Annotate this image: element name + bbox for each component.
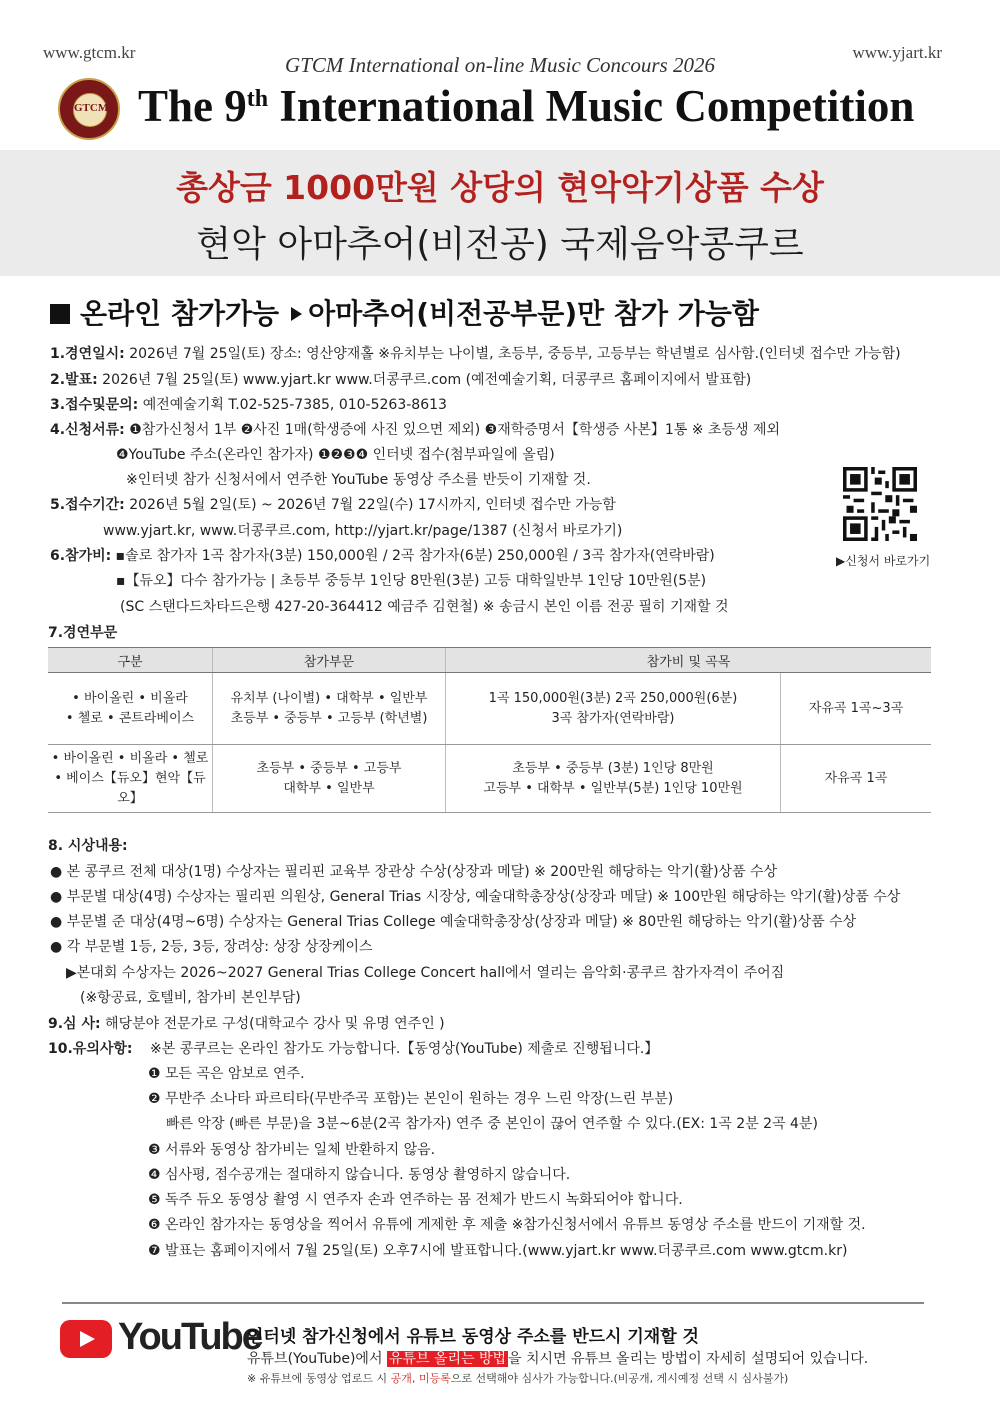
youtube-body-pre: 유튜브(YouTube)에서 (247, 1351, 387, 1367)
note-item: ❼ 발표는 홈페이지에서 7월 25일(토) 오후7시에 발표합니다.(www.yjart.kr www.더콩쿠르.com www.gtcm.kr) (148, 1243, 848, 1259)
competition-category-table (48, 647, 931, 813)
note-item: ❷ 무반주 소나타 파르티타(무반주곡 포함)는 본인이 원하는 경우 느린 악장(느린 부분) (148, 1091, 674, 1107)
info-text-1: 2026년 7월 25일(토) 장소: 영산양재홀 ※유치부는 나이별, 초등부, 중등부, 고등부는 학년별로 심사함.(인터넷 접수만 가능함) (124, 346, 901, 362)
note-item: ❻ 온라인 참가자는 동영상을 찍어서 유튜에 게제한 후 제출 ※참가신청서에서 유튜브 동영상 주소를 반드이 기재할 것. (148, 1217, 866, 1233)
section-heading (50, 292, 759, 332)
youtube-body-post: 을 치시면 유튜브 올리는 방법이 자세히 설명되어 있습니다. (508, 1351, 869, 1367)
info-line-6b: ▪【듀오】다수 참가가능 | 초등부 중등부 1인당 8만원(3분) 고등 대학일반부 1인당 10만원(5분) (116, 573, 707, 589)
info-line-2 (50, 369, 751, 389)
info-line-1 (50, 343, 901, 363)
note-item: 빠른 악장 (빠른 부문)을 3분~6분(2곡 참가자) 연주 중 본인이 끊어 연주할 수 있다.(EX: 1곡 2분 2곡 4분) (166, 1116, 818, 1132)
cell-line: 대학부 • 일반부 (283, 780, 375, 796)
seal-text: GTCM (74, 102, 109, 114)
table-cell (48, 745, 213, 813)
judges-text: 해당분야 전문가로 구성(대학교수 강사 및 유명 연주인 ) (100, 1016, 445, 1032)
award-item: ▶본대회 수상자는 2026~2027 General Trias College Concert hall에서 열리는 음악회·콩쿠르 참가자격이 주어짐 (66, 965, 785, 981)
award-item: ● 부문별 준 대상(4명~6명) 수상자는 General Trias College 예술대학총장상(상장과 메달) ※ 80만원 해당하는 악기(활)상품 수상 (50, 914, 857, 930)
cell-line: • 바이올린 • 비올라 (72, 690, 188, 706)
youtube-logo (60, 1316, 261, 1360)
note-item: ❹ 심사평, 점수공개는 절대하지 않습니다. 동영상 촬영하지 않습니다. (148, 1167, 571, 1183)
banner-prize-line: 총상금 1000만원 상당의 현악악기상품 수상 (176, 168, 824, 207)
section-heading-part2: 아마추어(비전공부문)만 참가 가능함 (308, 297, 759, 330)
info-line-4 (50, 419, 780, 439)
info-label-4: 4.신청서류: (50, 422, 125, 438)
table-cell: 자유곡 1곡~3곡 (781, 673, 932, 745)
youtube-note-pre: ※ 유튜브에 동영상 업로드 시 (247, 1372, 391, 1385)
info-label-7: 7.경연부문 (48, 625, 118, 641)
title-main: International Music Competition (279, 81, 915, 131)
title-sup: th (246, 86, 269, 112)
table-header-fee: 참가비 및 곡목 (446, 648, 932, 673)
table-cell (213, 673, 446, 745)
table-cell (446, 673, 781, 745)
table-cell: 자유곡 1곡 (781, 745, 932, 813)
table-cell (213, 745, 446, 813)
info-line-5b[interactable]: www.yjart.kr, www.더콩쿠르.com, http://yjart.kr/page/1387 (신청서 바로가기) (103, 523, 623, 539)
cell-line: 초등부 • 중등부 • 고등부 (256, 760, 402, 776)
cell-line: 유치부 (나이별) • 대학부 • 일반부 (230, 690, 428, 706)
qr-code-icon[interactable] (843, 467, 917, 541)
award-item: ● 각 부문별 1등, 2등, 3등, 장려상: 상장 상장케이스 (50, 939, 373, 955)
notes-label: 10.유의사항: (48, 1041, 133, 1057)
award-item: (※항공료, 호텔비, 참가비 본인부담) (80, 990, 301, 1006)
award-item: ● 부문별 대상(4명) 수상자는 필리핀 의원상, General Trias 시장상, 예술대학총장상(상장과 메달) ※ 100만원 해당하는 악기(활)상품 수상 (50, 889, 901, 905)
website-url-left[interactable]: www.gtcm.kr (43, 43, 136, 62)
info-line-6 (50, 545, 715, 565)
table-header-category: 구분 (48, 648, 213, 673)
square-bullet-icon (50, 304, 70, 324)
youtube-note-red: 공개, 미등록 (390, 1372, 451, 1385)
table-cell (48, 673, 213, 745)
youtube-headline: 인터넷 참가신청에서 유튜브 동영상 주소를 반드시 기재할 것 (247, 1327, 699, 1347)
note-item: ❺ 독주 듀오 동영상 촬영 시 연주자 손과 연주하는 몸 전체가 반드시 녹화되어야 합니다. (148, 1192, 683, 1208)
info-line-3 (50, 394, 447, 414)
application-link-label[interactable]: ▶신청서 바로가기 (836, 554, 931, 568)
info-label-1: 1.경연일시: (50, 346, 125, 362)
info-text-6: ▪솔로 참가자 1곡 참가자(3분) 150,000원 / 2곡 참가자(6분) 250,000원 / 3곡 참가자(연락바람) (111, 548, 715, 564)
info-label-6: 6.참가비: (50, 548, 112, 564)
table-header-division: 참가부문 (213, 648, 446, 673)
section-heading-part1: 온라인 참가가능 (80, 297, 280, 330)
table-cell (446, 745, 781, 813)
info-text-4: ❶참가신청서 1부 ❷사진 1매(학생증에 사진 있으면 제외) ❸재학증명서【학생증 사본】1통 ※ 초등생 제외 (124, 422, 781, 438)
info-label-5: 5.접수기간: (50, 497, 125, 513)
info-label-3: 3.접수및문의: (50, 397, 139, 413)
note-item: ❶ 모든 곡은 암보로 연주. (148, 1066, 305, 1082)
banner-competition-line: 현악 아마추어(비전공) 국제음악콩쿠르 (196, 224, 804, 265)
table-row (48, 745, 931, 813)
footer-divider (62, 1302, 924, 1304)
info-line-4b: ❹YouTube 주소(온라인 참가자) ❶❷❸❹ 인터넷 접수(첨부파일에 올림) (116, 447, 555, 463)
youtube-note-post: 으로 선택해야 심사가 가능합니다.(비공개, 게시예정 선택 시 심사불가) (450, 1372, 789, 1385)
youtube-body (247, 1348, 868, 1368)
cell-line: 고등부 • 대학부 • 일반부(5분) 1인당 10만원 (483, 780, 743, 796)
judges-line (48, 1013, 445, 1033)
youtube-note (247, 1370, 788, 1386)
awards-label: 8. 시상내용: (48, 838, 128, 854)
cell-line: 3곡 참가자(연락바람) (551, 710, 675, 726)
note-item: ❸ 서류와 동영상 참가비는 일체 반환하지 않음. (148, 1142, 436, 1158)
cell-line: • 첼로 • 콘트라베이스 (65, 710, 195, 726)
concours-subtitle: GTCM International on-line Music Concours 2026 (285, 53, 715, 77)
info-text-5: 2026년 5월 2일(토) ~ 2026년 7월 22일(수) 17시까지, 인터넷 접수만 가능함 (124, 497, 616, 513)
info-line-6c: (SC 스탠다드차타드은행 427-20-364412 예금주 김현철) ※ 송금시 본인 이름 전공 필히 기재할 것 (120, 599, 729, 615)
info-line-5 (50, 494, 616, 514)
prize-banner (0, 150, 1000, 276)
cell-line: 초등부 • 중등부 (3분) 1인당 8만원 (512, 760, 714, 776)
website-url-right[interactable]: www.yjart.kr (852, 43, 942, 62)
cell-line: • 베이스【듀오】현악【듀오】 (54, 770, 206, 806)
youtube-play-icon (60, 1320, 112, 1358)
cell-line: 1곡 150,000원(3분) 2곡 250,000원(6분) (488, 690, 738, 706)
title-prefix: The 9 (138, 81, 247, 131)
youtube-wordmark: YouTube (118, 1316, 261, 1358)
judges-label: 9.심 사: (48, 1016, 101, 1032)
cell-line: • 바이올린 • 비올라 • 첼로 (51, 750, 209, 766)
info-line-4c: ※인터넷 참가 신청서에서 연주한 YouTube 동영상 주소를 반듯이 기재할 것. (126, 472, 591, 488)
triangle-arrow-icon (291, 307, 302, 321)
info-text-3: 예전예술기획 T.02-525-7385, 010-5263-8613 (138, 397, 447, 413)
cell-line: 초등부 • 중등부 • 고등부 (학년별) (230, 710, 428, 726)
info-text-2: 2026년 7월 25일(토) www.yjart.kr www.더콩쿠르.com (예전예술기획, 더콩쿠르 홈페이지에서 발표함) (97, 372, 752, 388)
page-title (138, 80, 914, 132)
college-seal-logo (58, 78, 120, 140)
award-item: ● 본 콩쿠르 전체 대상(1명) 수상자는 필리핀 교육부 장관상 수상(상장과 메달) ※ 200만원 해당하는 악기(활)상품 수상 (50, 864, 778, 880)
youtube-search-highlight: 유튜브 올리는 방법 (388, 1351, 507, 1367)
notes-intro: ※본 콩쿠르는 온라인 참가도 가능합니다.【동영상(YouTube) 제출로 진행됩니다.】 (150, 1041, 659, 1057)
info-label-2: 2.발표: (50, 372, 98, 388)
table-row (48, 673, 931, 745)
